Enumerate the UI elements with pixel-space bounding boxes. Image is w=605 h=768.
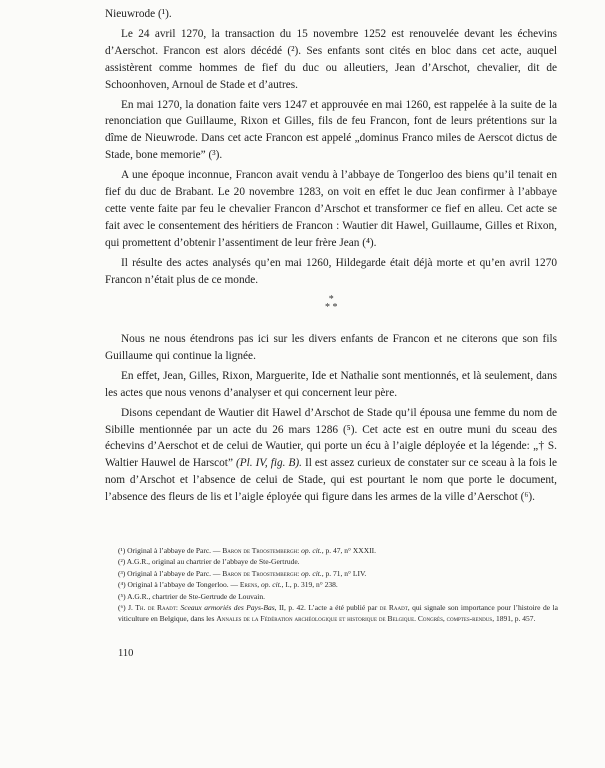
page-number: 110 (118, 648, 134, 659)
section-separator-asterism (325, 296, 338, 312)
author-name: J. Th. de Raadt (128, 603, 176, 613)
footnote-text: (⁴) Original à l’abbaye de Tongerloo. — (118, 580, 240, 590)
body-text-section-2 (105, 331, 557, 509)
plate-reference: (Pl. IV, fig. B). (236, 457, 302, 470)
body-text-section-1 (105, 6, 557, 292)
footnote-1 (118, 545, 558, 556)
paragraph-text: Disons cependant de Wautier dit Hawel d’Arschot de Stade qu’il épousa une femme du nom de Sibille mentionnée par un acte du 26 mars 1286 (⁵). Cet acte est en outre muni du sceau des échevins d’Aerschot et de celui de Wautier, qui porte un écu à l’aigle déployée et la légende: „† S. Waltier Hauwel de Harscot” (105, 406, 557, 470)
footnote-text: (¹) Original à l’abbaye de Parc. — (118, 546, 223, 555)
footnote-text: , qui signale son importance pour l’histoire de la viticulture en Belgique, dans les (118, 603, 558, 624)
footnote-4 (118, 579, 558, 590)
footnote-text: , 1891, p. 457. (492, 614, 536, 624)
footnotes (118, 545, 558, 625)
footnote-6 (118, 602, 558, 625)
footnote-text: , p. 71, n° LIV. (321, 568, 367, 578)
footnote-text: : (175, 603, 181, 613)
paragraph: En effet, Jean, Gilles, Rixon, Marguerite, Ide et Nathalie sont mentionnés, et là seulement, dans les actes que nous venons d’analyser et qui concernent leur père. (105, 369, 557, 399)
paragraph: Nieuwrode (¹). (105, 8, 172, 20)
footnote-text: , p. 47, n° XXXII. (321, 546, 377, 555)
footnote-text: , II, p. 42. L’acte a été publié par (274, 603, 380, 613)
citation-italic: Sceaux armoriés des Pays-Bas (180, 603, 275, 613)
author-name: Baron de Troostembergh (222, 546, 298, 555)
footnote-text: , (257, 580, 262, 590)
footnote-5: (⁵) A.G.R., chartrier de Ste-Gertrude de Louvain. (118, 591, 265, 601)
paragraph: En mai 1270, la donation faite vers 1247 et approuvée en mai 1260, est rappelée à la suite de la renonciation que Guillaume, Rixon et Gilles, fils de feu Francon, font de leurs prétentions sur la dîme de Nieuwrode. Dans cet acte Francon est appelé „dominus Franco miles de Aerscot dictus de Stade, bone memorie” (³). (105, 98, 557, 162)
paragraph-text: Il est assez curieux de constater sur ce sceau à la fois le nom d’Arschot et l’absence de celui de Stade, qui est pourtant le nom que porte le document, l’absence des fleurs de lis et l’aigle éployée qui figure dans les armes de la ville d’Aerschot (⁶). (105, 457, 557, 504)
paragraph (105, 405, 557, 506)
footnote-text: : (297, 546, 302, 555)
asterism-top: * (328, 294, 334, 305)
footnote-text: (³) Original à l’abbaye de Parc. — (118, 568, 223, 578)
footnote-text: (⁶) (118, 603, 129, 613)
citation-italic: op. cit. (301, 568, 322, 578)
paragraph: A une époque inconnue, Francon avait vendu à l’abbaye de Tongerloo des biens qu’il tenait en fief du duc de Brabant. Le 20 novembre 1283, on voit en effet le duc Jean confirmer à l’abbaye cette vente faite par feu le chevalier Francon d’Arschot et transformer ce fief en alleu. Cet acte se fait avec le consentement des héritiers de Francon : Wautier dit Hawel, Guillaume, Gilles et Rixon, qui promettent d’obtenir l’assentiment de leur frère Jean (⁴). (105, 169, 557, 249)
footnote-text: : (297, 568, 302, 578)
footnote-2: (²) A.G.R., original au chartrier de l’abbaye de Ste-Gertrude. (118, 557, 300, 567)
citation-italic: op. cit. (261, 580, 282, 590)
author-name: Erens (239, 580, 258, 590)
author-name: de Raadt (379, 603, 408, 613)
asterism-bottom: * * (325, 302, 338, 313)
journal-title: Annales de la Fédération archéologique et historique de Belgique. Congrès, comptes-rendus (216, 614, 493, 624)
paragraph: Il résulte des actes analysés qu’en mai 1260, Hildegarde était déjà morte et qu’en avril 1270 Francon n’était plus de ce monde. (105, 256, 557, 286)
author-name: Baron de Troostembergh (222, 568, 298, 578)
footnote-3 (118, 568, 558, 579)
paragraph: Nous ne nous étendrons pas ici sur les divers enfants de Francon et ne citerons que son fils Guillaume qui continue la lignée. (105, 333, 557, 362)
citation-italic: op. cit. (301, 546, 322, 555)
footnote-text: , I., p. 319, n° 238. (281, 580, 338, 590)
paragraph: Le 24 avril 1270, la transaction du 15 novembre 1252 est renouvelée devant les échevins d’Aerschot. Francon est alors décédé (²). Ses enfants sont cités en bloc dans cet acte, auquel assistèrent comme hommes de fief du duc ou alleutiers, Jean d’Arschot, chevalier, dit de Schoonhoven, Arnoul de Stade et d’autres. (105, 27, 557, 91)
